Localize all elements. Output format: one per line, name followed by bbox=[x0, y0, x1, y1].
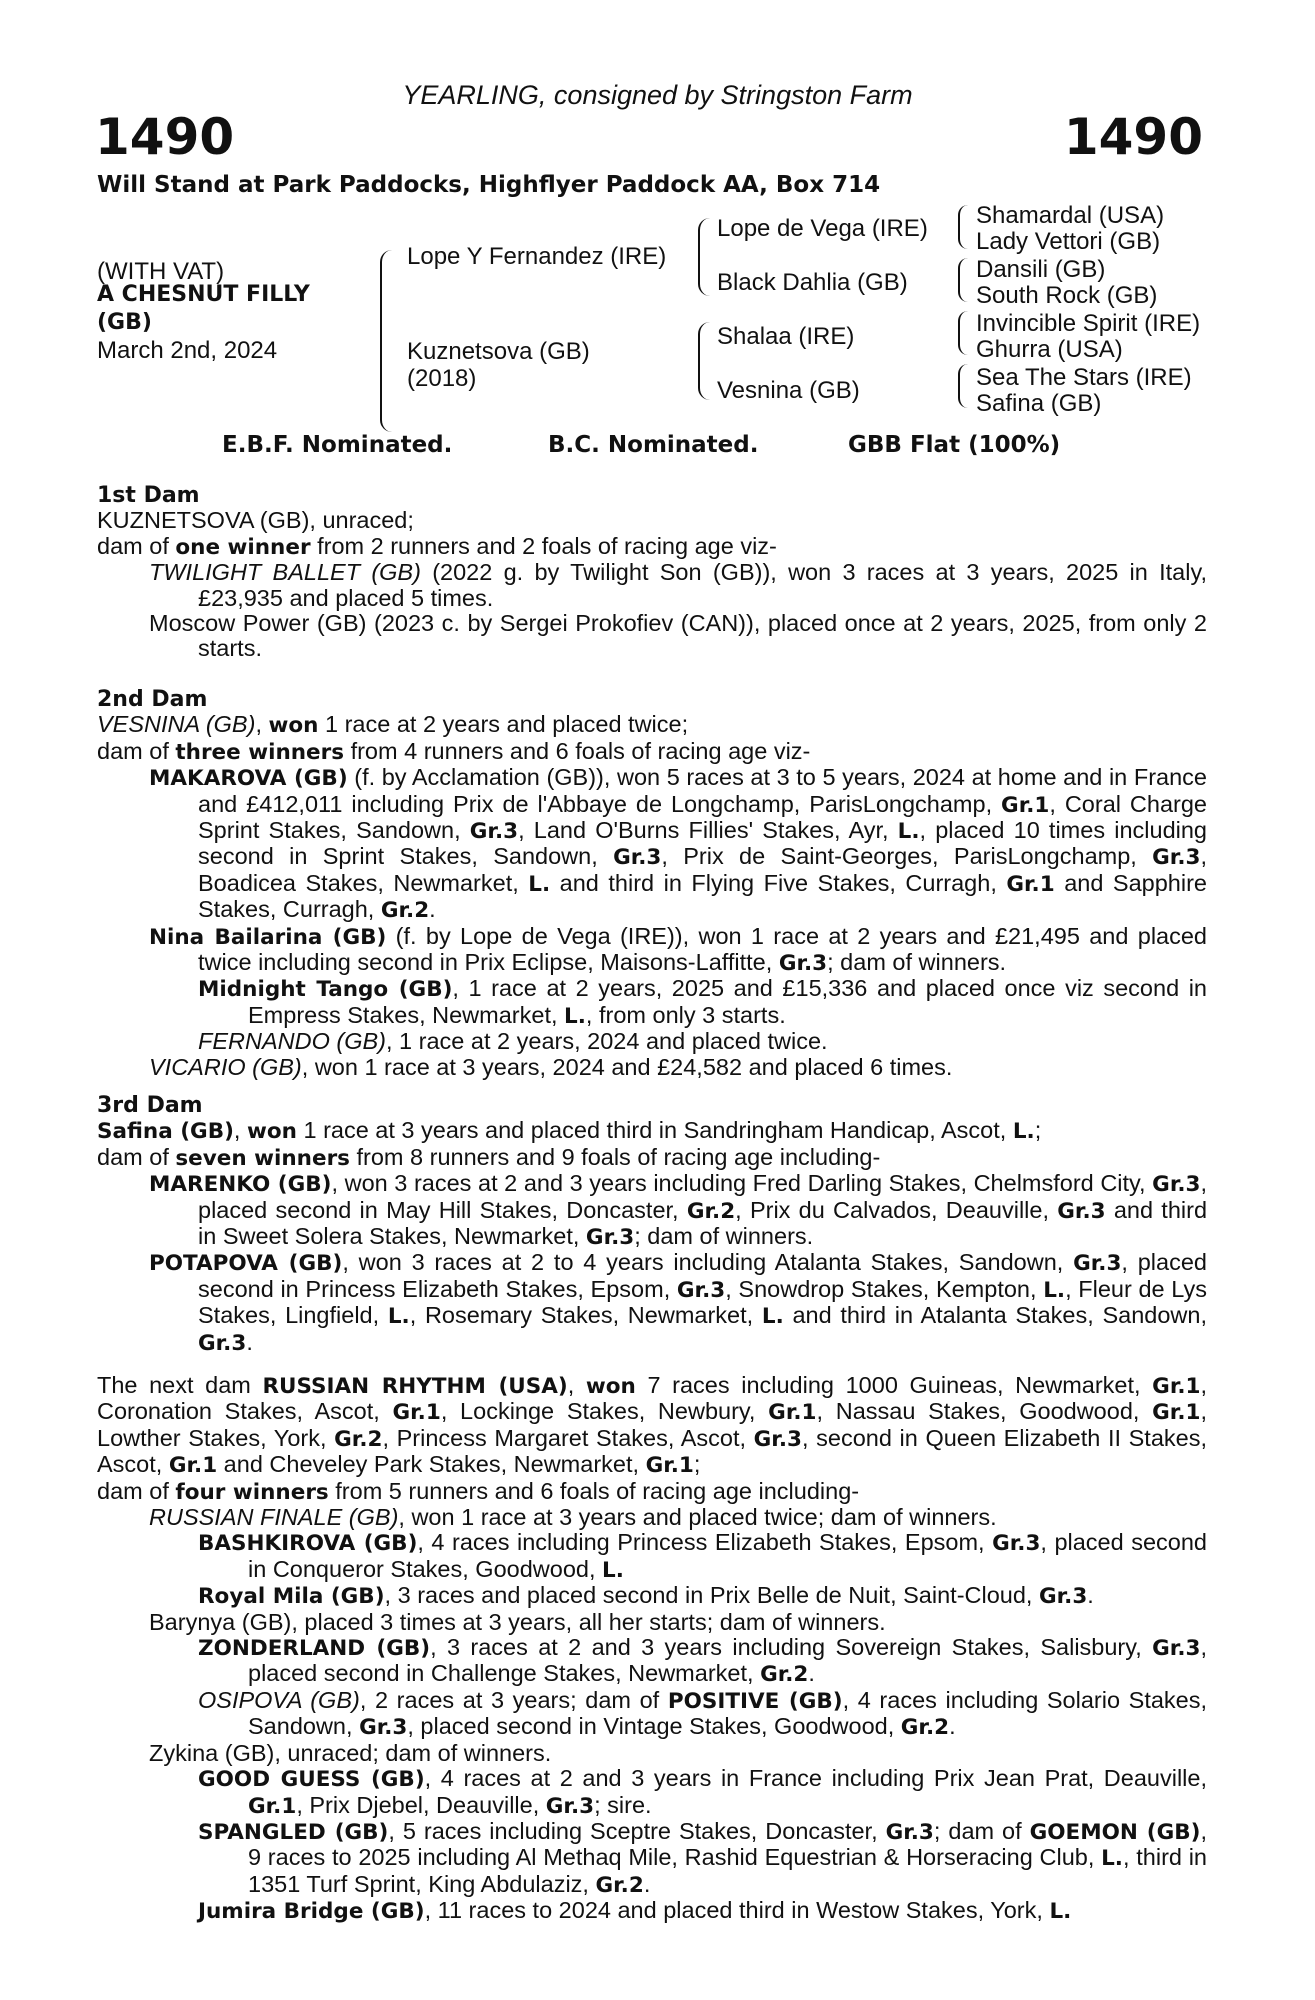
great-grandsire-4: Sea The Stars (IRE) bbox=[976, 364, 1192, 391]
vat-note: (WITH VAT) bbox=[97, 258, 225, 285]
first-dam-section bbox=[97, 483, 1207, 662]
produce-summary: dam of one winner from 2 runners and 2 foals of racing age viz- bbox=[97, 532, 777, 560]
list-item: MARENKO (GB), won 3 races at 2 and 3 years including Fred Darling Stakes, Chelmsford City, Gr.3, placed second in May Hill Stakes, Doncaster, Gr.2, Prix du Calvados, Deauville, Gr.3 and third in Sweet Solera Stakes, Newmarket, Gr.3; dam of winners. bbox=[149, 1170, 1208, 1251]
lot-number-left: 1490 bbox=[95, 108, 235, 166]
sire: Lope Y Fernandez (IRE) bbox=[407, 243, 667, 270]
dam: Kuznetsova (GB) bbox=[407, 338, 590, 365]
dam-summary: Safina (GB), won 1 race at 3 years and placed third in Sandringham Handicap, Ascot, L.; bbox=[97, 1117, 1042, 1145]
section-heading: 1st Dam bbox=[97, 483, 200, 508]
produce-summary: dam of three winners from 4 runners and 6 foals of racing age viz- bbox=[97, 737, 811, 765]
list-item: TWILIGHT BALLET (GB) (2022 g. by Twilight Son (GB)), won 3 races at 3 years, 2025 in Italy, £23,935 and placed 5 times. bbox=[149, 559, 1207, 611]
horse-origin: (GB) bbox=[97, 310, 152, 335]
great-granddam-4: Safina (GB) bbox=[976, 390, 1102, 417]
list-item: FERNANDO (GB), 1 race at 2 years, 2024 and placed twice. bbox=[198, 1028, 828, 1055]
list-item: MAKAROVA (GB) (f. by Acclamation (GB)), won 5 races at 3 to 5 years, 2024 at home and in France and £412,011 including Prix de l'Abbaye de Longchamp, ParisLongchamp, Gr.1, Coral Charge Sprint Stakes, Sandown, Gr.3, Land O'Burns Fillies' Stakes, Ayr, L., placed 10 times including second in Sprint Stakes, Sandown, Gr.3, Prix de Saint-Georges, ParisLongchamp, Gr.3, Boadicea Stakes, Newmarket, L. and third in Flying Five Stakes, Curragh, Gr.1 and Sapphire Stakes, Curragh, Gr.2. bbox=[149, 764, 1207, 924]
pedigree-brace bbox=[958, 258, 968, 302]
list-item: VICARIO (GB), won 1 race at 3 years, 2024 and £24,582 and placed 6 times. bbox=[149, 1053, 953, 1080]
consignment-subtitle: YEARLING, consigned by Stringston Farm bbox=[402, 80, 913, 110]
pedigree-brace bbox=[698, 218, 710, 296]
ebf-nomination: E.B.F. Nominated. bbox=[222, 432, 453, 458]
granddam-maternal: Vesnina (GB) bbox=[717, 377, 860, 404]
list-item: Jumira Bridge (GB), 11 races to 2024 and placed third in Westow Stakes, York, L. bbox=[198, 1897, 1072, 1925]
third-dam-section bbox=[97, 1093, 1207, 1356]
great-grandsire-2: Dansili (GB) bbox=[976, 256, 1106, 283]
stand-location: Will Stand at Park Paddocks, Highflyer Paddock AA, Box 714 bbox=[97, 172, 881, 198]
list-item: ZONDERLAND (GB), 3 races at 2 and 3 years including Sovereign Stakes, Salisbury, Gr.3, placed second in Challenge Stakes, Newmarket, Gr.2. bbox=[198, 1634, 1207, 1688]
lot-number-right: 1490 bbox=[1063, 108, 1203, 166]
list-item: POTAPOVA (GB), won 3 races at 2 to 4 years including Atalanta Stakes, Sandown, Gr.3, placed second in Princess Elizabeth Stakes, Epsom, Gr.3, Snowdrop Stakes, Kempton, L., Fleur de Lys Stakes, Lingfield, L., Rosemary Stakes, Newmarket, L. and third in Atalanta Stakes, Sandown, Gr.3. bbox=[149, 1249, 1207, 1356]
list-item: SPANGLED (GB), 5 races including Sceptre Stakes, Doncaster, Gr.3; dam of GOEMON (GB), 9 races to 2025 including Al Methaq Mile, Rashid Equestrian & Horseracing Club, L., third in 1351 Turf Sprint, King Abdulaziz, Gr.2. bbox=[198, 1817, 1207, 1898]
great-granddam-1: Lady Vettori (GB) bbox=[976, 228, 1161, 255]
great-grandsire-1: Shamardal (USA) bbox=[976, 202, 1165, 229]
list-item: OSIPOVA (GB), 2 races at 3 years; dam of POSITIVE (GB), 4 races including Solario Stakes, Sandown, Gr.3, placed second in Vintage Stakes, Goodwood, Gr.2. bbox=[198, 1686, 1208, 1741]
granddam-paternal: Black Dahlia (GB) bbox=[717, 269, 908, 296]
bc-nomination: B.C. Nominated. bbox=[548, 432, 759, 458]
pedigree-brace bbox=[958, 205, 968, 249]
pedigree-brace bbox=[698, 322, 710, 400]
list-item: RUSSIAN FINALE (GB), won 1 race at 3 years and placed twice; dam of winners. bbox=[149, 1504, 997, 1531]
dam-year: (2018) bbox=[407, 365, 477, 392]
produce-summary: dam of seven winners from 8 runners and 9 foals of racing age including- bbox=[97, 1143, 881, 1171]
list-item: Royal Mila (GB), 3 races and placed second in Prix Belle de Nuit, Saint-Cloud, Gr.3. bbox=[198, 1582, 1094, 1610]
great-granddam-3: Ghurra (USA) bbox=[976, 336, 1123, 363]
next-dam-section bbox=[97, 1373, 1207, 1925]
horse-name: A CHESNUT FILLY bbox=[97, 282, 310, 307]
section-heading: 3rd Dam bbox=[97, 1093, 203, 1118]
list-item: GOOD GUESS (GB), 4 races at 2 and 3 years in France including Prix Jean Prat, Deauville, Gr.1, Prix Djebel, Deauville, Gr.3; sire. bbox=[198, 1765, 1207, 1819]
dam-summary: KUZNETSOVA (GB), unraced; bbox=[97, 507, 414, 534]
produce-summary: dam of four winners from 5 runners and 6 foals of racing age including- bbox=[97, 1477, 860, 1505]
pedigree-brace bbox=[958, 364, 968, 408]
dam-summary: VESNINA (GB), won 1 race at 2 years and placed twice; bbox=[97, 711, 689, 739]
gbb-status: GBB Flat (100%) bbox=[848, 432, 1061, 458]
dam-summary: The next dam RUSSIAN RHYTHM (USA), won 7 races including 1000 Guineas, Newmarket, Gr.1, Coronation Stakes, Ascot, Gr.1, Lockinge Stakes, Newbury, Gr.1, Nassau Stakes, Goodwood, Gr.1, Lowther Stakes, York, Gr.2, Princess Margaret Stakes, Ascot, Gr.3, second in Queen Elizabeth II Stakes, Ascot, Gr.1 and Cheveley Park Stakes, Newmarket, Gr.1; bbox=[97, 1372, 1208, 1479]
list-item: Barynya (GB), placed 3 times at 3 years, all her starts; dam of winners. bbox=[149, 1608, 886, 1635]
pedigree-brace bbox=[380, 250, 392, 432]
great-grandsire-3: Invincible Spirit (IRE) bbox=[976, 310, 1201, 337]
list-item: BASHKIROVA (GB), 4 races including Princess Elizabeth Stakes, Epsom, Gr.3, placed second in Conqueror Stakes, Goodwood, L. bbox=[198, 1529, 1207, 1583]
grandsire-maternal: Shalaa (IRE) bbox=[717, 323, 855, 350]
section-heading: 2nd Dam bbox=[97, 687, 208, 712]
list-item: Moscow Power (GB) (2023 c. by Sergei Prokofiev (CAN)), placed once at 2 years, 2025, from only 2 starts. bbox=[149, 610, 1207, 662]
list-item: Nina Bailarina (GB) (f. by Lope de Vega (IRE)), won 1 race at 2 years and £21,495 and placed twice including second in Prix Eclipse, Maisons-Laffitte, Gr.3; dam of winners. bbox=[149, 922, 1208, 977]
list-item: Zykina (GB), unraced; dam of winners. bbox=[149, 1739, 552, 1766]
date-of-birth: March 2nd, 2024 bbox=[97, 337, 278, 364]
second-dam-section bbox=[97, 687, 1207, 1080]
pedigree-brace bbox=[958, 311, 968, 355]
great-granddam-2: South Rock (GB) bbox=[976, 282, 1158, 309]
list-item: Midnight Tango (GB), 1 race at 2 years, 2025 and £15,336 and placed once viz second in Empress Stakes, Newmarket, L., from only 3 starts. bbox=[198, 975, 1207, 1029]
grandsire-paternal: Lope de Vega (IRE) bbox=[717, 215, 928, 242]
